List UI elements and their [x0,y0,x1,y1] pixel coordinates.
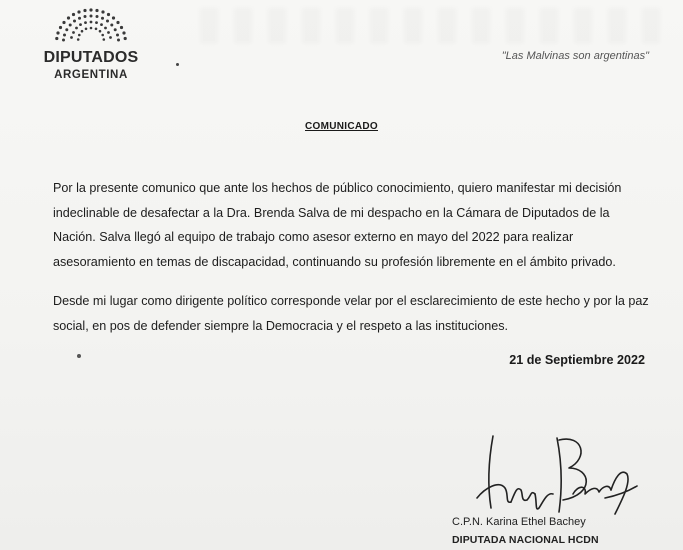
logo-title: DIPUTADOS [43,49,139,66]
diputados-logo [36,6,146,82]
document-date: 21 de Septiembre 2022 [509,353,645,367]
scan-mark [176,63,179,66]
header-motto: "Las Malvinas son argentinas" [501,50,649,62]
handwritten-signature [465,428,645,520]
scan-mark [77,354,81,358]
paragraph-2: Desde mi lugar como dirigente político corresponde velar por el esclarecimiento de este hecho y por la paz social, en pos de defender siempre la Democracia y el respeto a las instituciones. [53,294,649,333]
signatory-role: DIPUTADA NACIONAL HCDN [452,534,599,546]
hemicycle-icon [54,6,128,46]
document-heading: COMUNICADO [305,121,378,132]
logo-subtitle: ARGENTINA [54,69,128,81]
paragraph-1: Por la presente comunico que ante los hechos de público conocimiento, quiero manifestar mi decisión indeclinable de desafectar a la Dra. Brenda Salva de mi despacho en la Cámara de Diputados de la Nación. Salva llegó al equipo de trabajo como asesor externo en mayo del 2022 para realizar asesoramiento en temas de discapacidad, continuando su profesión libremente en el ámbito privado. [53,181,622,269]
signatory-name: C.P.N. Karina Ethel Bachey [452,516,586,528]
header-watermark [200,8,660,44]
